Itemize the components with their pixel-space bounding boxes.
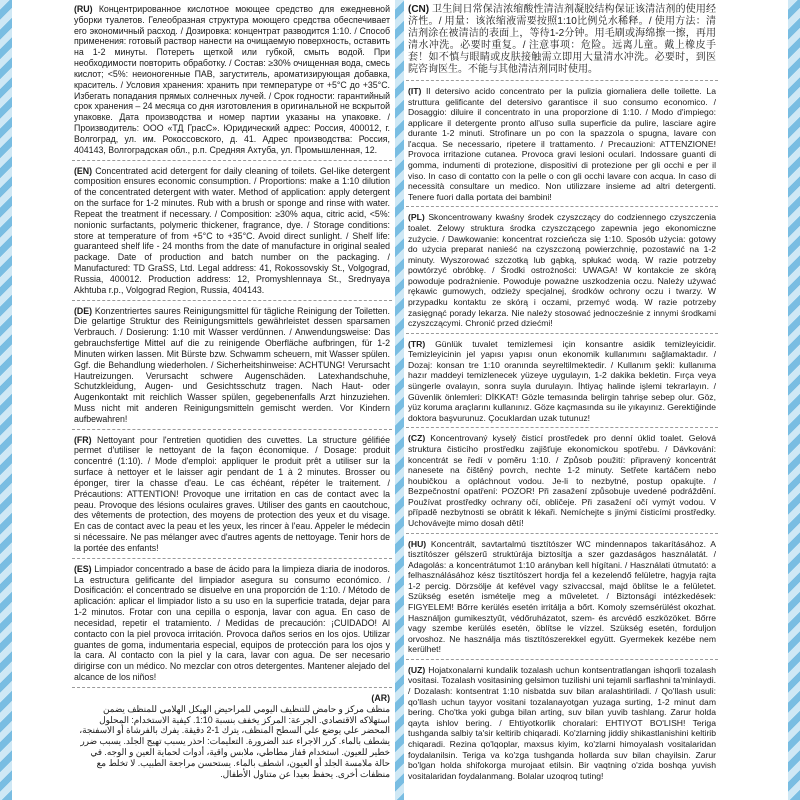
section-hu [406, 539, 718, 660]
lang-code-uz: (UZ) [408, 664, 426, 675]
lang-code-ar: (AR) [371, 692, 390, 703]
text-ru: Концентрированное кислотное моющее средство для ежедневной уборки туалетов. Гелеобразная структура моющего средства обеспечивает его экономичный расход. / Дозировка: концентрат разводится 1:10. / Способ применения: готовый раствор нанести на очищаемую поверхность, оставить на 1-2 минуты. Потереть щеткой или губкой, смыть водой. При необходимости повторить обработку. / Состав: ≥30% очищенная вода, смесь кислот; <5%: неионогенные ПАВ, загуститель, ароматизирующая добавка, краситель. / Условия хранения: хранить при температуре от +5°С до +35°С. Избегать попадания прямых солнечных лучей. / Срок годности: гарантийный срок хранения – 24 месяца со дня изготовления в оригинальной не вскрытой упаковке. Дата производства и номер партии указаны на упаковке. / Производитель: ООО «ТД ГрасС». Юридический адрес: Россия, 400012, г. Волгоград, ул. им. Рокоссовского, д. 41. Адрес производства: Россия, 404143, Волгоградская обл., р.п. Средняя Ахтуба, ул. Промышленная, 12. [74, 4, 390, 155]
text-en: Concentrated acid detergent for daily cleaning of toilets. Gel-like detergent composition ensures economic consumption. / Proportions: make a 1:10 dilution of the concentrated detergent with water. Method of application: apply detergent on the surface for 1-2 minutes. Rub with a brush or sponge and rinse with water. Repeat the treatment if necessary. / Composition: ≥30% aqua, citric acid, <5%: nonionic surfactants, polymeric thickener, fragrance, dye. / Storage conditions: store at temperature of from +5°C to +35°C. Avoid direct sunlight. / Shelf life: guaranteed shelf life - 24 months from the date of manufacture in original sealed package. Date of production and batch number on the packaging. / Manufactured: TD GraSS, Ltd. Legal address: 41, Rokossovskiy St., Volgograd, Russia, 400012. Production address: 12, Promyshlennaya St., Srednyaya Akhtuba r.p., Volgograd Region, Russia, 404143. [74, 165, 390, 295]
text-cz: Koncentrovaný kyselý čisticí prostředek pro denní úklid toalet. Gelová struktura čisticího prostředku zajišťuje ekonomickou spotřebu. / Dávkování: koncentrát se ředí v poměru 1:10. / Způsob použití: připravený koncentrát nanesete na čištěný povrch, nechte 1-2 minuty. Setřete kartáčem nebo houbičkou a opláchnout vodou. Je-li to nezbytné, postup opakujte. / Bezpečnostní opatření: POZOR! Při zasažení způsobuje uvedené podráždění. Používat prostředky ochrany očí, obličeje. Při zasažení očí vymýt vodou. V případě nezbytnosti se obrátit k lékaři. Nemíchejte s jinými čisticími prostředky. Uchovávejte mimo dosah dětí! [408, 433, 716, 528]
text-it: Il detersivo acido concentrato per la pulizia giornaliera delle toilette. La struttura gelificante del detersivo garantisce il suo consumo economico. / Dosaggio: diluire il concentrato in una proporzione di 1:10. / Modo d'impiego: applicare il detergente pronto all'uso sulla superficie da pulire, lasciare agire durante 1-2 minuti. Strofinare un po con la spazzola o spugna, lavare con l'acqua. Se necessario, ripetere il trattamento. / Precauzioni: ATTENZIONE! Provoca irritazione cutanea. Provoca gravi lesioni oculari. Indossare guanti di gomma, indumenti di protezione, dispositivi di protezione per gli occhi e per il viso. In caso di contatto con la pelle o con gli occhi lavare con acqua. In caso di necessità consultare un medico. Non utilizzare insieme ad altri detergenti. Tenere fuori dalla portata dei bambini! [408, 86, 716, 202]
text-ar: منظف مركز و حامض للتنظيف اليومي للمراحيض الهيكل الهلامي للمنظف يضمن استهلاكه الاقتصادي. الجرعة: المركز يخفف بنسبة 1:10. كيفية الاستخدام: المحلول المحضر علي يوضع علي السطح المنظف، يترك 1-2 دقيقة. يفرك بالفرشاة أو الاسفنجة، يشطف بالماء. كرر الاجراء عند الضرورة. التعليمات: احذر يسبب تهيج الجلد. يسبب ضرر خطير للعيون. استخدام قفاز مطاطي، ملابس واقية، أدوات لحماية العين و الوجه. في حالة ملامسة الجلد أو العيون، اشطف بالماء. يستحسن مراجعة الطبيب. لا تخلط مع منظفات أخرى. يحفظ بعيدا عن متناول الأطفال. [79, 703, 390, 779]
text-cn: 卫生间日常保洁浓缩酸性清洁剂凝胶结构保证该清洁剂的使用经济性。/ 用量：该浓缩液需要按照1:10比例兑水稀释。/ 使用方法：清洁剂涂在被清洁的表面上，等待1-2分钟。用毛刷或海绵擦一擦，再用清水冲洗。必要时重复。/ 注意事项：危险。远离儿童。戴上橡皮手套！如不慎与眼睛或皮肤接触需立即用大量清水冲洗。必要时，到医院咨询医生。不能与其他清洁剂同时使用。 [408, 4, 717, 75]
text-uz: Hojatxonalarni kundalik tozalash uchun kontsentratlangan ishqorli tozalash vositasi. Tozalash vositasining gelsimon tuzilishi uni tejamli sarflashni ta'minlaydi. / Dozalash: kontsentrat 1:10 nisbatda suv bilan aralashtiriladi. / Qo'llash usuli: qo'llash uchun tayyor vositani tozalanayotgan yuzaga surting, 1-2 minut dam bering. Cho'tka yoki gubga bilan arting, suv bilan yuvib tashlang. Zarur holda qayta ishlov bering. / Ehtiyotkorlik choralari: EHTIYOT BO'LISH! Teriga tushganda salbiy ta'sir keltirib chiqaradi. Ko'zlarning jiddiy shikastlanishini keltirib chiqaradi. Rezina qo'lqoplar, maxsus kiyim, ko'zlarni himoyalash vositalaridan foydalanilsin. Teriga va ko'zga tushganda hollarda suv bilan chayilsin. Zarur bo'lgan holda shifokorga murojaat etilsin. Bir vaqtning o'zida boshqa yuvish vositalaridan foydalanmang. Bolalar uzoqroq tuting! [408, 664, 716, 781]
text-fr: Nettoyant pour l'entretien quotidien des cuvettes. La structure gélifiée permet d'utiliser le nettoyant de la façon économique. / Dosage: produit concentré (1:10). / Mode d'emploi: appliquer le produit prêt a utiliser sur la surface à nettoyer et le laisser agir pendant de 1 à 2 minutes. Brosser ou éponger, tirer la chasse d'eau. Le cas échéant, répéter le traitement. / Précautions: ATTENTION! Provoque une irritation en cas de contact avec la peau. Provoque des lésions oculaires graves. Utiliser des gants en caoutchouc, des vêtements de protection, des moyens de protection des yeux et du visage. En cas de contact avec la peau et les yeux, les rincer à l'eau. Appeler le médecin si nécessaire. Ne pas mélanger avec d'autres agents de nettoyage. Tenir hors de la portée des enfants! [74, 434, 390, 553]
text-es: Limpiador concentrado a base de ácido para la limpieza diaria de inodoros. La estructura gelificante del limpiador asegura su consumo económico. / Dosificación: el concentrado se disuelve en una proporción de 1:10. / Método de aplicación: aplicar el limpiador listo a su uso en la superficie tratada, dejar para 1-2 minutos. Frotar con una cepilla o esponja, lavar con agua. En caso de necesidad, repetir el tratamiento. / Medidas de precaución: ¡CUIDADO! Al contacto con la piel provoca irritación. Provoca daños serios en los ojos. Utilizar guantes de goma, indumentaria especial, equipos de protección para los ojos y la cara. Al contacto con la piel y la cara, lavar con agua. De ser necesario dirigirse con un médico. No mezclar con otros detergentes. Mantener alejado del alcance de los niños! [74, 563, 390, 683]
section-it [406, 86, 718, 207]
lang-code-hu: (HU) [408, 538, 427, 549]
lang-code-cz: (CZ) [408, 433, 426, 444]
right-text-column [406, 4, 718, 790]
left-text-column [72, 4, 392, 788]
lang-code-it: (IT) [408, 86, 422, 96]
section-cz [406, 433, 718, 533]
text-tr: Günlük tuvalet temizlemesi için konsantre asidik temizleyicidir. Temizleyicinin jel yapısı yapısı onun ekonomik kullanımını sağlamaktadır. / Dozaj: konsan tre 1:10 oranında seyreltilmektedir. / Kullanım şekli: kullanıma hazır maddeyi temizlenecek yüzeye uygulayın, 1-2 dakika bekletin. Fırça veya süngerle ovalayın, sonra suyla durulayın. İhtiyaç halinde işlemi tekrarlayın. / Güvenlik önlemleri: DİKKAT! Gözle temasında belirgin tahrişe sebep olur. Göz, yüz koruma araçlarını kullanınız. Göze kaçmasında su ile yıkayınız. Gerektiğinde doktora başvurunuz. Çocuklardan uzak tutunuz! [408, 338, 716, 423]
section-ru [72, 4, 392, 161]
lang-code-cn: (CN) [408, 4, 430, 15]
section-tr [406, 339, 718, 429]
decorative-stripe-middle [395, 0, 404, 800]
lang-code-tr: (TR) [408, 338, 426, 349]
section-ar [72, 693, 392, 784]
section-fr [72, 435, 392, 559]
lang-code-de: (DE) [74, 305, 93, 316]
section-uz [406, 665, 718, 785]
text-hu: Koncentrált, savtartalmú tisztítószer WC mindennapos takarításához. A tisztítószer gélszerű struktúrája biztosítja a szer gazdaságos használatát. / Adagolás: a koncentrátumot 1:10 arányban kell hígítani. / Használati útmutató: a felhasználásához kész tisztítószert hordja fel a kezelendő felületre, hagyja rajta 1-2 percig. Dörzsölje át kefével vagy szivaccsal, majd öblítse le a felületet. Szükség esetén ismételje meg a műveletet. / Biztonsági intézkedések: FIGYELEM! Bőrre kerülés esetén irritálja a bőrt. Komoly szemsérülést okozhat. Használjon gumikesztyűt, védőruházatot, szem- és arcvédő eszközöket. Bőrre vagy szembe kerülés esetén, öblítse le vízzel. Szükség esetén, forduljon orvoshoz. Ne használja más tisztítószerekkel együtt. Gyermekek kezébe nem kerülhet! [408, 538, 716, 655]
section-cn [406, 4, 718, 81]
section-pl [406, 212, 718, 333]
decorative-stripe-left [0, 0, 12, 800]
text-pl: Skoncentrowany kwaśny środek czyszczący do codziennego czyszczenia toalet. Żelowy struktura środka czyszczącego zapewnia jego ekonomiczne zużycie. / Dawkowanie: koncentrat rozcieńcza się 1:10. Sposób użycia: gotowy do użycia preparat nanieść na czyszczoną powierzchnię, pozostawić na 1-2 minuty. Wyszorować szczotką lub gąbką, spłukać wodą. W razie potrzeby powtórzyć obróbkę. / Środki ostrożności: UWAGA! W kontakcie ze skórą powoduje podrażnienie. Powoduje poważne uszkodzenia oczu. Należy używać rękawic gumowych, odzieży specjalnej, środków ochrony oczu i twarzy. W przypadku kontaktu ze skórą i oczami, przemyć wodą. W razie potrzeby zasięgnąć porady lekarza. Nie należy stosować jednocześnie z innymi środkami czyszczącymi. Chronić przed dziećmi! [408, 212, 716, 329]
lang-code-en: (EN) [74, 165, 93, 176]
lang-code-pl: (PL) [408, 212, 425, 223]
text-de: Konzentriertes saures Reinigungsmittel für tägliche Reinigung der Toiletten. Die gelartige Struktur des Reinigungsmittels gewährleistet dessen sparsamen Verbrauch. / Dosierung: 1:10 mit Wasser verdünnen. / Anwendungsweise: Das gebrauchsfertige Mittel auf die zu reinigende Oberfläche aufbringen, für 1-2 Minuten wirken lassen. Mit Bürste bzw. Schwamm scheuern, mit Wasser spülen. Ggf. die Behandlung wiederholen. / Sicherheitshinweise: ACHTUNG! Verursacht Hautreizungen. Verursacht schwere Augenschäden. Latexhandschuhe, Schutzkleidung, Augen- und Gesichtsschutz tragen. Nach Haut- oder Augenkontakt mit reichlich Wasser spülen, gegebenenfalls Arzt hinzuziehen. Muss nicht mit anderen Reinigungsmitteln gemischt werden. Vor Kindern aufbewahren! [74, 305, 391, 424]
section-es [72, 564, 392, 688]
section-de [72, 306, 392, 430]
section-en [72, 166, 392, 301]
lang-code-fr: (FR) [74, 434, 92, 445]
lang-code-ru: (RU) [74, 4, 93, 14]
decorative-stripe-right [788, 0, 800, 800]
lang-code-es: (ES) [74, 563, 92, 574]
